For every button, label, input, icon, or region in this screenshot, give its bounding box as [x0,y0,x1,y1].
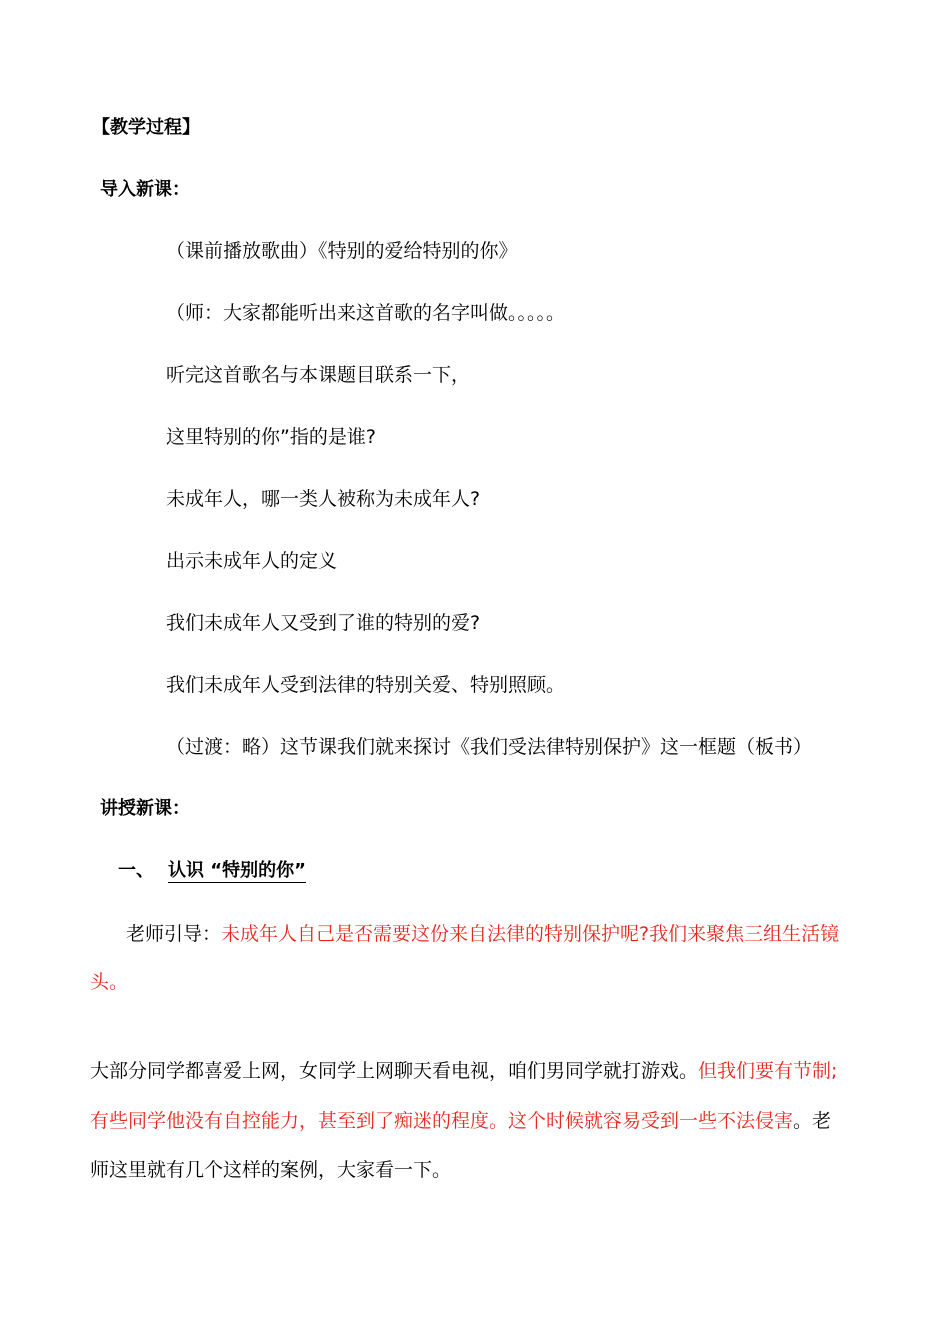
intro-line: 听完这首歌名与本课题目联系一下， [166,364,471,386]
intro-line: 我们未成年人又受到了谁的特别的爱? [166,612,481,634]
intro-line: 未成年人，哪一类人被称为未成年人? [166,488,481,510]
section-title: 认识 “特别的你” [168,860,306,881]
guide-question-end: 头。 [90,971,129,993]
paragraph-emphasis: 但我们要有节制; [698,1060,838,1082]
intro-line: 这里特别的你”指的是谁? [166,426,376,448]
process-title: 【教学过程】 [92,117,200,138]
paragraph-text: 大部分同学都喜爱上网，女同学上网聊天看电视，咱们男同学就打游戏。 [90,1060,699,1082]
paragraph-line-3: 师这里就有几个这样的案例，大家看一下。 [90,1159,452,1181]
guide-label: 老师引导： [126,923,222,945]
section-heading [118,859,306,883]
paragraph-emphasis: 有些同学他没有自控能力，甚至到了痴迷的程度。这个时候就容易受到一些不法侵害 [90,1110,794,1132]
intro-line: 出示未成年人的定义 [166,550,338,572]
intro-heading: 导入新课： [100,179,190,200]
song-line: （课前播放歌曲）《特别的爱给特别的你》 [166,240,518,262]
transition-line: （过渡：略）这节课我们就来探讨《我们受法律特别保护》这一框题（板书） [166,736,813,758]
teacher-line: （师：大家都能听出来这首歌的名字叫做。。。。。 [166,302,566,324]
intro-line: 我们未成年人受到法律的特别关爱、特别照顾。 [166,674,566,696]
paragraph-line-1 [90,1059,837,1083]
lecture-heading: 讲授新课： [100,798,190,819]
section-number: 一、 [118,860,154,881]
paragraph-line-2 [90,1109,831,1133]
paragraph-text: 。老 [793,1110,832,1132]
guide-line [126,922,839,946]
guide-question: 未成年人自己是否需要这份来自法律的特别保护呢?我们来聚焦三组生活镜 [221,923,840,945]
